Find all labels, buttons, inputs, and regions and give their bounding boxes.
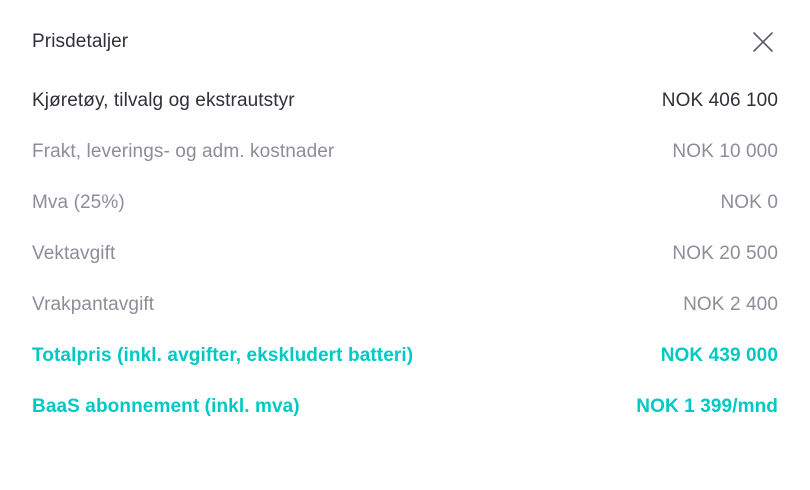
- price-row: [32, 192, 778, 243]
- price-row-value: NOK 0: [720, 192, 778, 213]
- price-row-label: Frakt, leverings- og adm. kostnader: [32, 141, 335, 162]
- price-row-label: Vrakpantavgift: [32, 294, 155, 315]
- price-row: [32, 141, 778, 192]
- total-price-value: NOK 439 000: [660, 345, 778, 366]
- total-price-row: [32, 345, 778, 396]
- panel-header: [32, 0, 778, 84]
- price-row-value: NOK 406 100: [661, 90, 778, 111]
- price-row: [32, 90, 778, 141]
- price-row-label: Mva (25%): [32, 192, 125, 213]
- subscription-value: NOK 1 399/mnd: [636, 396, 778, 417]
- price-row: [32, 294, 778, 345]
- price-row-value: NOK 2 400: [683, 294, 778, 315]
- price-row-label: Vektavgift: [32, 243, 116, 264]
- price-row-value: NOK 10 000: [672, 141, 778, 162]
- price-row-value: NOK 20 500: [672, 243, 778, 264]
- subscription-row: [32, 396, 778, 450]
- subscription-label: BaaS abonnement (inkl. mva): [32, 396, 300, 417]
- close-button[interactable]: [748, 27, 778, 57]
- price-row: [32, 243, 778, 294]
- price-rows: [32, 90, 778, 450]
- total-price-label: Totalpris (inkl. avgifter, ekskludert batteri): [32, 345, 414, 366]
- close-icon: [752, 31, 774, 53]
- price-row-label: Kjøretøy, tilvalg og ekstrautstyr: [32, 90, 295, 111]
- page-title: Prisdetaljer: [32, 31, 129, 52]
